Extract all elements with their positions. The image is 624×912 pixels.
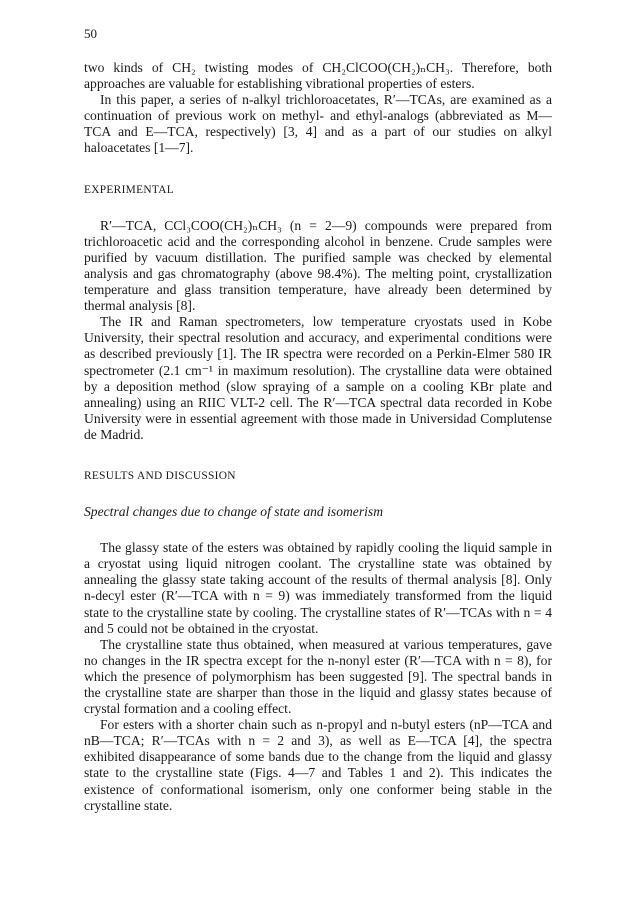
- results-paragraph-3: For esters with a shorter chain such as n-propyl and n-butyl esters (nP—TCA and nB—TCA; R′—TCAs with n = 2 and 3), as well as E—TCA [4], the spectra exhibited disappearance of some bands due to the change from the liquid and glassy state to the crystalline state (Figs. 4—7 and Tables 1 and 2). This indicates the existence of conformational isomerism, only one conformer being stable in the crystalline state.: [84, 717, 552, 813]
- article-body: [84, 60, 552, 814]
- subsection-heading: Spectral changes due to change of state and isomerism: [84, 504, 384, 520]
- results-paragraph-2: The crystalline state thus obtained, when measured at various temperatures, gave no changes in the IR spectra except for the n-nonyl ester (R′—TCA with n = 8), for which the presence of polymorphism has been suggested [9]. The spectral bands in the crystalline state are sharper than those in the liquid and glassy states because of crystal formation and a cooling effect.: [84, 636, 552, 717]
- page-number: 50: [84, 26, 97, 41]
- intro-paragraph-1: two kinds of CH₂ twisting modes of CH₂ClCOO(CH₂)ₙCH₃. Therefore, both approaches are valuable for establishing vibrational properties of esters.: [84, 60, 552, 92]
- experimental-paragraph-2: The IR and Raman spectrometers, low temperature cryostats used in Kobe University, their spectral resolution and accuracy, and experimental conditions were as described previously [1]. The IR spectra were recorded on a Perkin-Elmer 580 IR spectrometer (2.1 cm⁻¹ in maximum resolution). The crystalline data were obtained by a deposition method (slow spraying of a sample on a cooling KBr plate and annealing) using an RIIC VLT-2 cell. The R′—TCA spectral data recorded in Kobe University were in essential agreement with those made in Universidad Complutense de Madrid.: [84, 314, 552, 442]
- intro-paragraph-2: In this paper, a series of n-alkyl trichloroacetates, R′—TCAs, are examined as a continuation of previous work on methyl- and ethyl-analogs (abbreviated as M—TCA and E—TCA, respectively) [3, 4] and as a part of our studies on alkyl haloacetates [1—7].: [84, 92, 552, 156]
- section-heading-experimental: EXPERIMENTAL: [84, 183, 175, 196]
- section-heading-results: RESULTS AND DISCUSSION: [84, 469, 236, 482]
- results-paragraph-1: The glassy state of the esters was obtained by rapidly cooling the liquid sample in a cryostat using liquid nitrogen coolant. The crystalline state was obtained by annealing the glassy state taking account of the results of thermal analysis [8]. Only n-decyl ester (R′—TCA with n = 9) was immediately transformed from the liquid state to the crystalline state by cooling. The crystalline states of R′—TCAs with n = 4 and 5 could not be obtained in the cryostat.: [84, 540, 552, 636]
- experimental-paragraph-1: R′—TCA, CCl₃COO(CH₂)ₙCH₃ (n = 2—9) compounds were prepared from trichloroacetic acid and the corresponding alcohol in benzene. Crude samples were purified by vacuum distillation. The purified sample was checked by elemental analysis and gas chromatography (above 98.4%). The melting point, crystallization temperature and glass transition temperature, have already been determined by thermal analysis [8].: [84, 217, 552, 314]
